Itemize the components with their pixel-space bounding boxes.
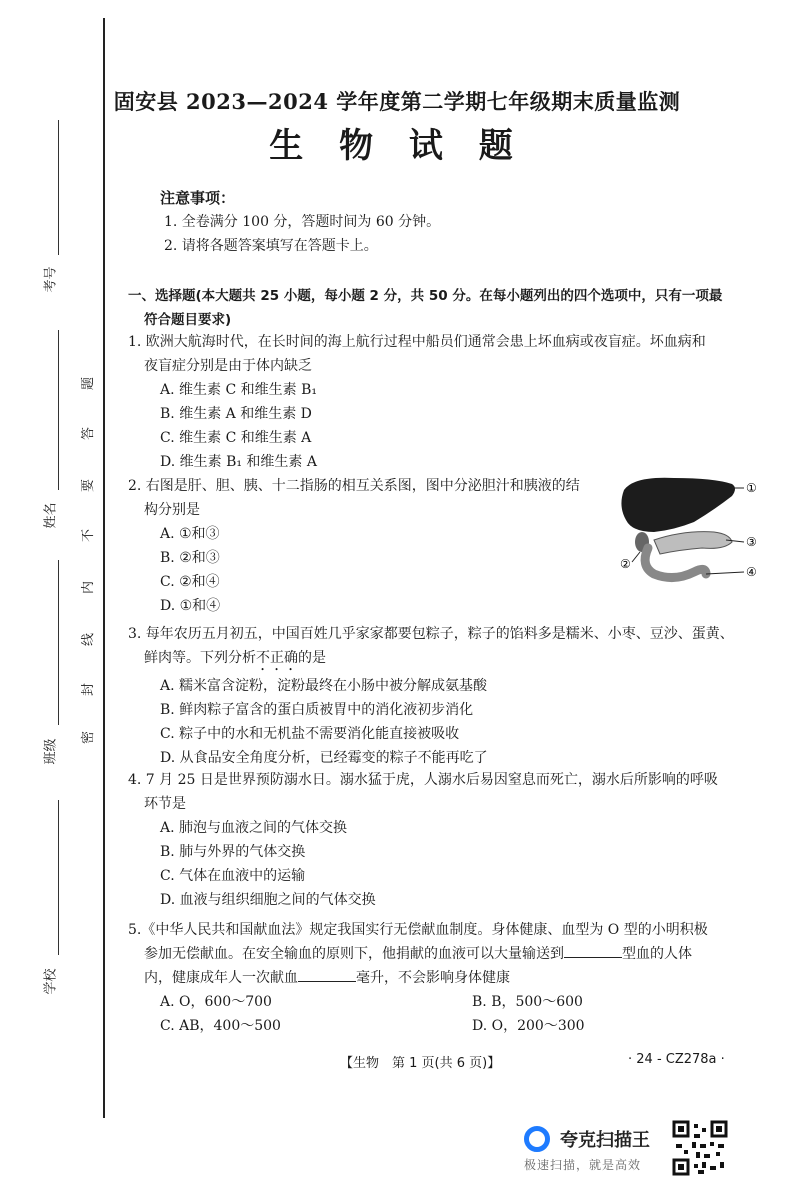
option-b[interactable]: B. 维生素 A 和维生素 D bbox=[160, 406, 312, 422]
emphasized-word: 不正确 bbox=[256, 650, 298, 666]
option-a[interactable]: A. 维生素 C 和维生素 B₁ bbox=[160, 382, 317, 398]
seal-char: 要 bbox=[81, 478, 97, 493]
seal-char: 不 bbox=[81, 528, 97, 543]
option-c[interactable]: C. 粽子中的水和无机盐不需要消化能直接被吸收 bbox=[160, 726, 460, 742]
notice-block bbox=[160, 186, 440, 258]
notice-item: 2. 请将各题答案填写在答题卡上。 bbox=[164, 238, 378, 254]
margin-solid-line bbox=[103, 18, 105, 1118]
digestive-organ-diagram bbox=[614, 470, 764, 588]
stem-part: 参加无偿献血。在安全输血的原则下，他捐献的血液可以大量输送到 bbox=[144, 946, 564, 962]
question-stem: 1. 欧洲大航海时代，在长时间的海上航行过程中船员们通常会患上坏血病或夜盲症。坏血病和 bbox=[128, 334, 706, 350]
option-d[interactable]: D. O，200～300 bbox=[472, 1018, 585, 1034]
seal-char: 题 bbox=[81, 376, 97, 391]
diagram-label-2: ② bbox=[620, 557, 631, 571]
name-line bbox=[58, 330, 59, 490]
exam-subject: 生 物 试 题 bbox=[269, 126, 525, 166]
scanner-brand bbox=[520, 1120, 780, 1180]
leader-line bbox=[706, 572, 744, 574]
option-d[interactable]: D. 从食品安全角度分析，已经霉变的粽子不能再吃了 bbox=[160, 750, 488, 766]
stem-part: 毫升，不会影响身体健康 bbox=[356, 970, 510, 986]
document-code: · 24 - CZ278a · bbox=[628, 1052, 725, 1067]
notice-heading: 注意事项： bbox=[160, 189, 236, 207]
option-d[interactable]: D. 维生素 B₁ 和维生素 A bbox=[160, 454, 317, 470]
option-b[interactable]: B. 肺与外界的气体交换 bbox=[160, 844, 306, 860]
question-5 bbox=[128, 918, 768, 1038]
option-a[interactable]: A. 肺泡与血液之间的气体交换 bbox=[160, 820, 348, 836]
stem-part: 的是 bbox=[298, 650, 326, 666]
quark-logo-icon bbox=[524, 1126, 550, 1152]
stem-part: 型血的人体 bbox=[622, 946, 692, 962]
question-stem: 4. 7 月 25 日是世界预防溺水日。溺水猛于虎，人溺水后易因窒息而死亡，溺水后所影响的呼吸 bbox=[128, 772, 718, 788]
class-line bbox=[58, 560, 59, 725]
option-d[interactable]: D. ①和④ bbox=[160, 598, 221, 614]
question-3 bbox=[128, 622, 768, 770]
section-heading bbox=[128, 284, 768, 332]
option-row bbox=[128, 1014, 768, 1038]
stem-part: 鲜肉等。下列分析 bbox=[144, 650, 256, 666]
question-stem bbox=[128, 966, 768, 990]
question-stem: 2. 右图是肝、胆、胰、十二指肠的相互关系图，图中分泌胆汁和胰液的结 bbox=[128, 478, 580, 494]
brand-name: 夸克扫描王 bbox=[560, 1130, 650, 1151]
option-a[interactable]: A. ①和③ bbox=[160, 526, 220, 542]
label-school: 学校 bbox=[43, 968, 59, 995]
question-4 bbox=[128, 768, 768, 912]
label-class: 班级 bbox=[43, 738, 59, 765]
leader-line bbox=[632, 552, 640, 562]
section-line: 符合题目要求) bbox=[144, 312, 232, 328]
option-b[interactable]: B. 鲜肉粽子富含的蛋白质被胃中的消化液初步消化 bbox=[160, 702, 474, 718]
liver-shape bbox=[621, 478, 735, 532]
seal-char: 内 bbox=[81, 580, 97, 595]
option-a[interactable]: A. 糯米富含淀粉，淀粉最终在小肠中被分解成氨基酸 bbox=[160, 678, 488, 694]
option-c[interactable]: C. AB，400～500 bbox=[160, 1018, 281, 1034]
brand-slogan: 极速扫描，就是高效 bbox=[524, 1158, 642, 1172]
answer-blank[interactable] bbox=[298, 967, 356, 982]
question-stem bbox=[128, 646, 768, 674]
exam-title: 固安县 2023—2024 学年度第二学期七年级期末质量监测 bbox=[113, 89, 681, 114]
option-c[interactable]: C. ②和④ bbox=[160, 574, 220, 590]
option-d[interactable]: D. 血液与组织细胞之间的气体交换 bbox=[160, 892, 376, 908]
option-b[interactable]: B. ②和③ bbox=[160, 550, 220, 566]
section-line: 一、选择题(本大题共 25 小题，每小题 2 分，共 50 分。在每小题列出的四个选项中，只有一项最 bbox=[128, 288, 723, 304]
question-1 bbox=[128, 330, 768, 474]
question-stem: 夜盲症分别是由于体内缺乏 bbox=[144, 358, 312, 374]
stem-part: 内，健康成年人一次献血 bbox=[144, 970, 298, 986]
question-stem bbox=[128, 942, 768, 966]
question-stem: 3. 每年农历五月初五，中国百姓几乎家家都要包粽子，粽子的馅料多是糯米、小枣、豆沙、蛋黄、 bbox=[128, 626, 734, 642]
question-stem: 构分别是 bbox=[144, 502, 200, 518]
label-exam-number: 考号 bbox=[43, 266, 59, 293]
question-stem: 5.《中华人民共和国献血法》规定我国实行无偿献血制度。身体健康、血型为 O 型的小明积极 bbox=[128, 922, 708, 938]
option-a[interactable]: A. O，600～700 bbox=[160, 994, 272, 1010]
school-line bbox=[58, 800, 59, 955]
notice-item: 1. 全卷满分 100 分，答题时间为 60 分钟。 bbox=[164, 214, 441, 230]
seal-char: 密 bbox=[81, 730, 97, 745]
qr-code-icon bbox=[672, 1120, 728, 1176]
pancreas-shape bbox=[654, 532, 732, 554]
label-name: 姓名 bbox=[43, 502, 59, 529]
diagram-label-4: ④ bbox=[746, 565, 757, 579]
option-row bbox=[128, 990, 768, 1014]
option-c[interactable]: C. 气体在血液中的运输 bbox=[160, 868, 306, 884]
diagram-label-3: ③ bbox=[746, 535, 757, 549]
diagram-label-1: ① bbox=[746, 481, 757, 495]
seal-char: 封 bbox=[81, 682, 97, 697]
page-number: 【生物 第 1 页(共 6 页)】 bbox=[340, 1056, 501, 1071]
duodenum-shape bbox=[645, 548, 706, 578]
question-stem: 环节是 bbox=[144, 796, 186, 812]
option-c[interactable]: C. 维生素 C 和维生素 A bbox=[160, 430, 312, 446]
option-b[interactable]: B. B，500～600 bbox=[472, 994, 583, 1010]
answer-blank[interactable] bbox=[564, 943, 622, 958]
seal-char: 答 bbox=[81, 426, 97, 441]
seal-char: 线 bbox=[81, 632, 97, 647]
